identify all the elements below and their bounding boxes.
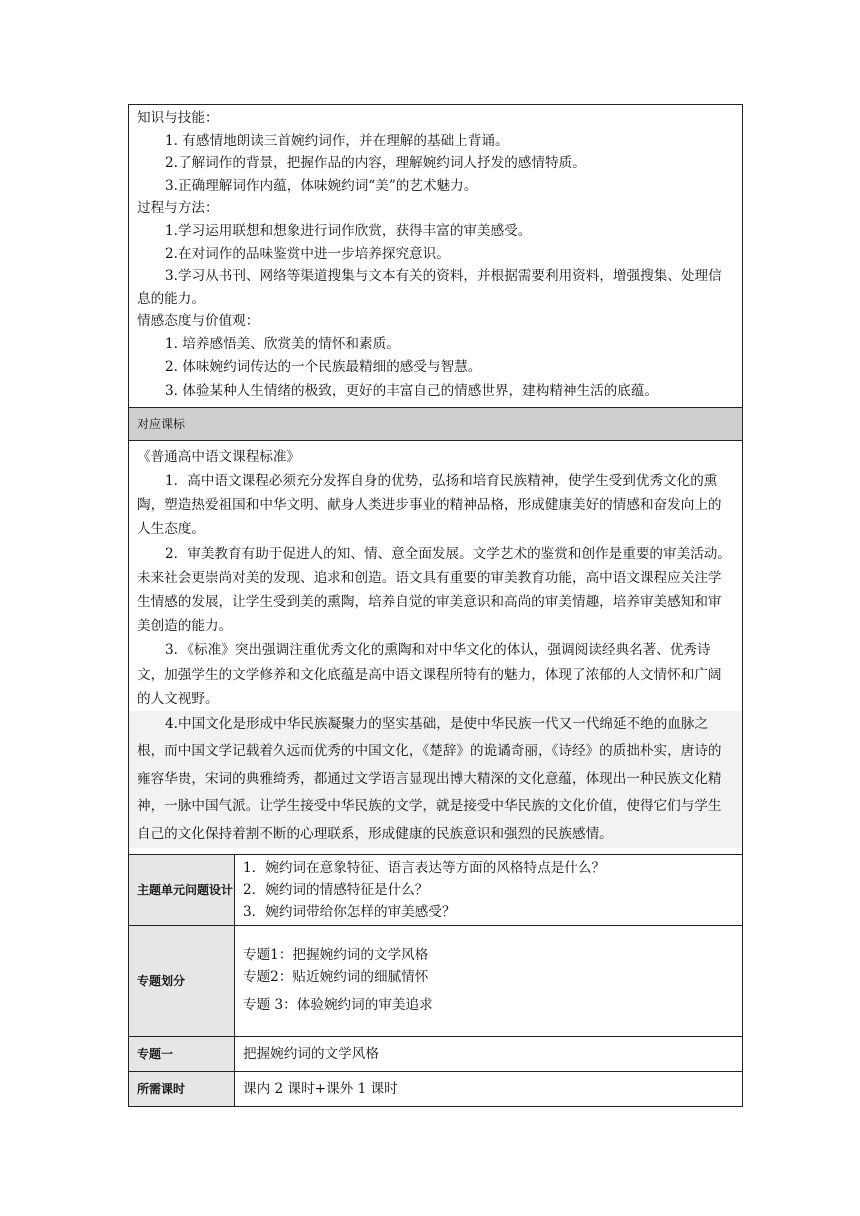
emotion-item: 3. 体验某种人生情绪的极致，更好的丰富自己的情感世界，建构精神生活的底蕴。 bbox=[165, 383, 659, 400]
standards-header-row bbox=[129, 407, 743, 440]
unit-question-item: 3．婉约词带给你怎样的审美感受？ bbox=[243, 903, 456, 920]
hours-value: 课内 2 课时+课外 1 课时 bbox=[243, 1080, 398, 1097]
standards-paragraph: 1．高中语文课程必须充分发挥自身的优势，弘扬和培育民族精神，使学生受到优秀文化的熏陶，塑造热爱祖国和中华文明、献身人类进步事业的精神品格，形成健康美好的情感和奋发向上的人生态度。 bbox=[137, 472, 722, 538]
standards-body bbox=[129, 440, 743, 854]
topic-item: 专题2：贴近婉约词的细腻情怀 bbox=[243, 968, 429, 985]
knowledge-item: 3.正确理解词作内蕴，体味婉约词“美”的艺术魅力。 bbox=[165, 177, 478, 194]
emotion-item: 2. 体味婉约词传达的一个民族最精细的感受与智慧。 bbox=[165, 358, 482, 375]
topics-row bbox=[129, 925, 743, 1036]
process-item: 3.学习从书刊、网络等渠道搜集与文本有关的资料，并根据需要利用资料，增强搜集、处理信息的能力。 bbox=[137, 268, 722, 307]
knowledge-item: 2.了解词作的背景，把握作品的内容，理解婉约词人抒发的感情特质。 bbox=[165, 155, 586, 172]
process-heading: 过程与方法： bbox=[137, 200, 219, 217]
hours-label: 所需课时 bbox=[129, 1071, 235, 1106]
process-item: 2.在对词作的品味鉴赏中进一步培养探究意识。 bbox=[165, 245, 450, 262]
unit-question-item: 2．婉约词的情感特征是什么？ bbox=[243, 881, 429, 898]
lesson-plan-sheet bbox=[128, 104, 742, 1107]
topic-one-row bbox=[129, 1036, 743, 1071]
knowledge-item: 1. 有感情地朗读三首婉约词作，并在理解的基础上背诵。 bbox=[165, 132, 509, 149]
topics-label: 专题划分 bbox=[129, 925, 235, 1036]
emotion-item: 1. 培养感悟美、欣赏美的情怀和素质。 bbox=[165, 335, 400, 352]
objectives-row bbox=[129, 105, 743, 408]
topic-item: 专题1：把握婉约词的文学风格 bbox=[243, 946, 429, 963]
unit-questions-row bbox=[129, 854, 743, 925]
standards-paragraph: 4.中国文化是形成中华民族凝聚力的坚实基础，是使中华民族一代又一代绵延不绝的血脉之根，而中国文学记载着久远而优秀的中国文化，《楚辞》的诡谲奇丽，《诗经》的质拙朴实，唐诗的雍容华贵，宋词的典雅绮秀，都通过文学语言显现出博大精深的文化意蕴，体现出一种民族文化精神，一脉中国气派。让学生接受中华民族的文学，就是接受中华民族的文化价值，使得它们与学生自己的文化保持着割不断的心理联系，形成健康的民族意识和强烈的民族感情。 bbox=[129, 711, 742, 848]
standards-body-row bbox=[129, 440, 743, 854]
topic-item: 专题 3：体验婉约词的审美追求 bbox=[243, 996, 433, 1013]
topic-one-label: 专题一 bbox=[129, 1036, 235, 1071]
topic-one-value: 把握婉约词的文学风格 bbox=[243, 1045, 379, 1062]
emotion-heading: 情感态度与价值观： bbox=[137, 313, 260, 330]
knowledge-heading: 知识与技能： bbox=[137, 110, 219, 126]
standards-paragraph: 2．审美教育有助于促进人的知、情、意全面发展。文学艺术的鉴赏和创作是重要的审美活动。未来社会更崇尚对美的发现、追求和创造。语文具有重要的审美教育功能，高中语文课程应关注学生情感的发展，让学生受到美的熏陶，培养自觉的审美意识和高尚的审美情趣，培养审美感知和审美创造的能力。 bbox=[137, 545, 731, 635]
unit-questions-label: 主题单元问题设计 bbox=[129, 854, 235, 925]
standards-header: 对应课标 bbox=[129, 407, 743, 440]
hours-cell bbox=[235, 1071, 743, 1106]
topic-one-cell bbox=[235, 1036, 743, 1071]
objectives-cell bbox=[129, 105, 743, 408]
process-item: 1.学习运用联想和想象进行词作欣赏，获得丰富的审美感受。 bbox=[165, 222, 532, 239]
hours-row bbox=[129, 1071, 743, 1106]
lesson-plan-table bbox=[128, 104, 743, 1107]
unit-question-item: 1．婉约词在意象特征、语言表达等方面的风格特点是什么？ bbox=[243, 859, 606, 876]
standards-doc-title: 《普通高中语文课程标准》 bbox=[137, 448, 301, 465]
topics-cell bbox=[235, 925, 743, 1036]
unit-questions-cell bbox=[235, 854, 743, 925]
standards-paragraph: 3．《标准》突出强调注重优秀文化的熏陶和对中华文化的体认，强调阅读经典名著、优秀诗文，加强学生的文学修养和文化底蕴是高中语文课程所特有的魅力，体现了浓郁的人文情怀和广阔的人文视野。 bbox=[137, 642, 722, 707]
